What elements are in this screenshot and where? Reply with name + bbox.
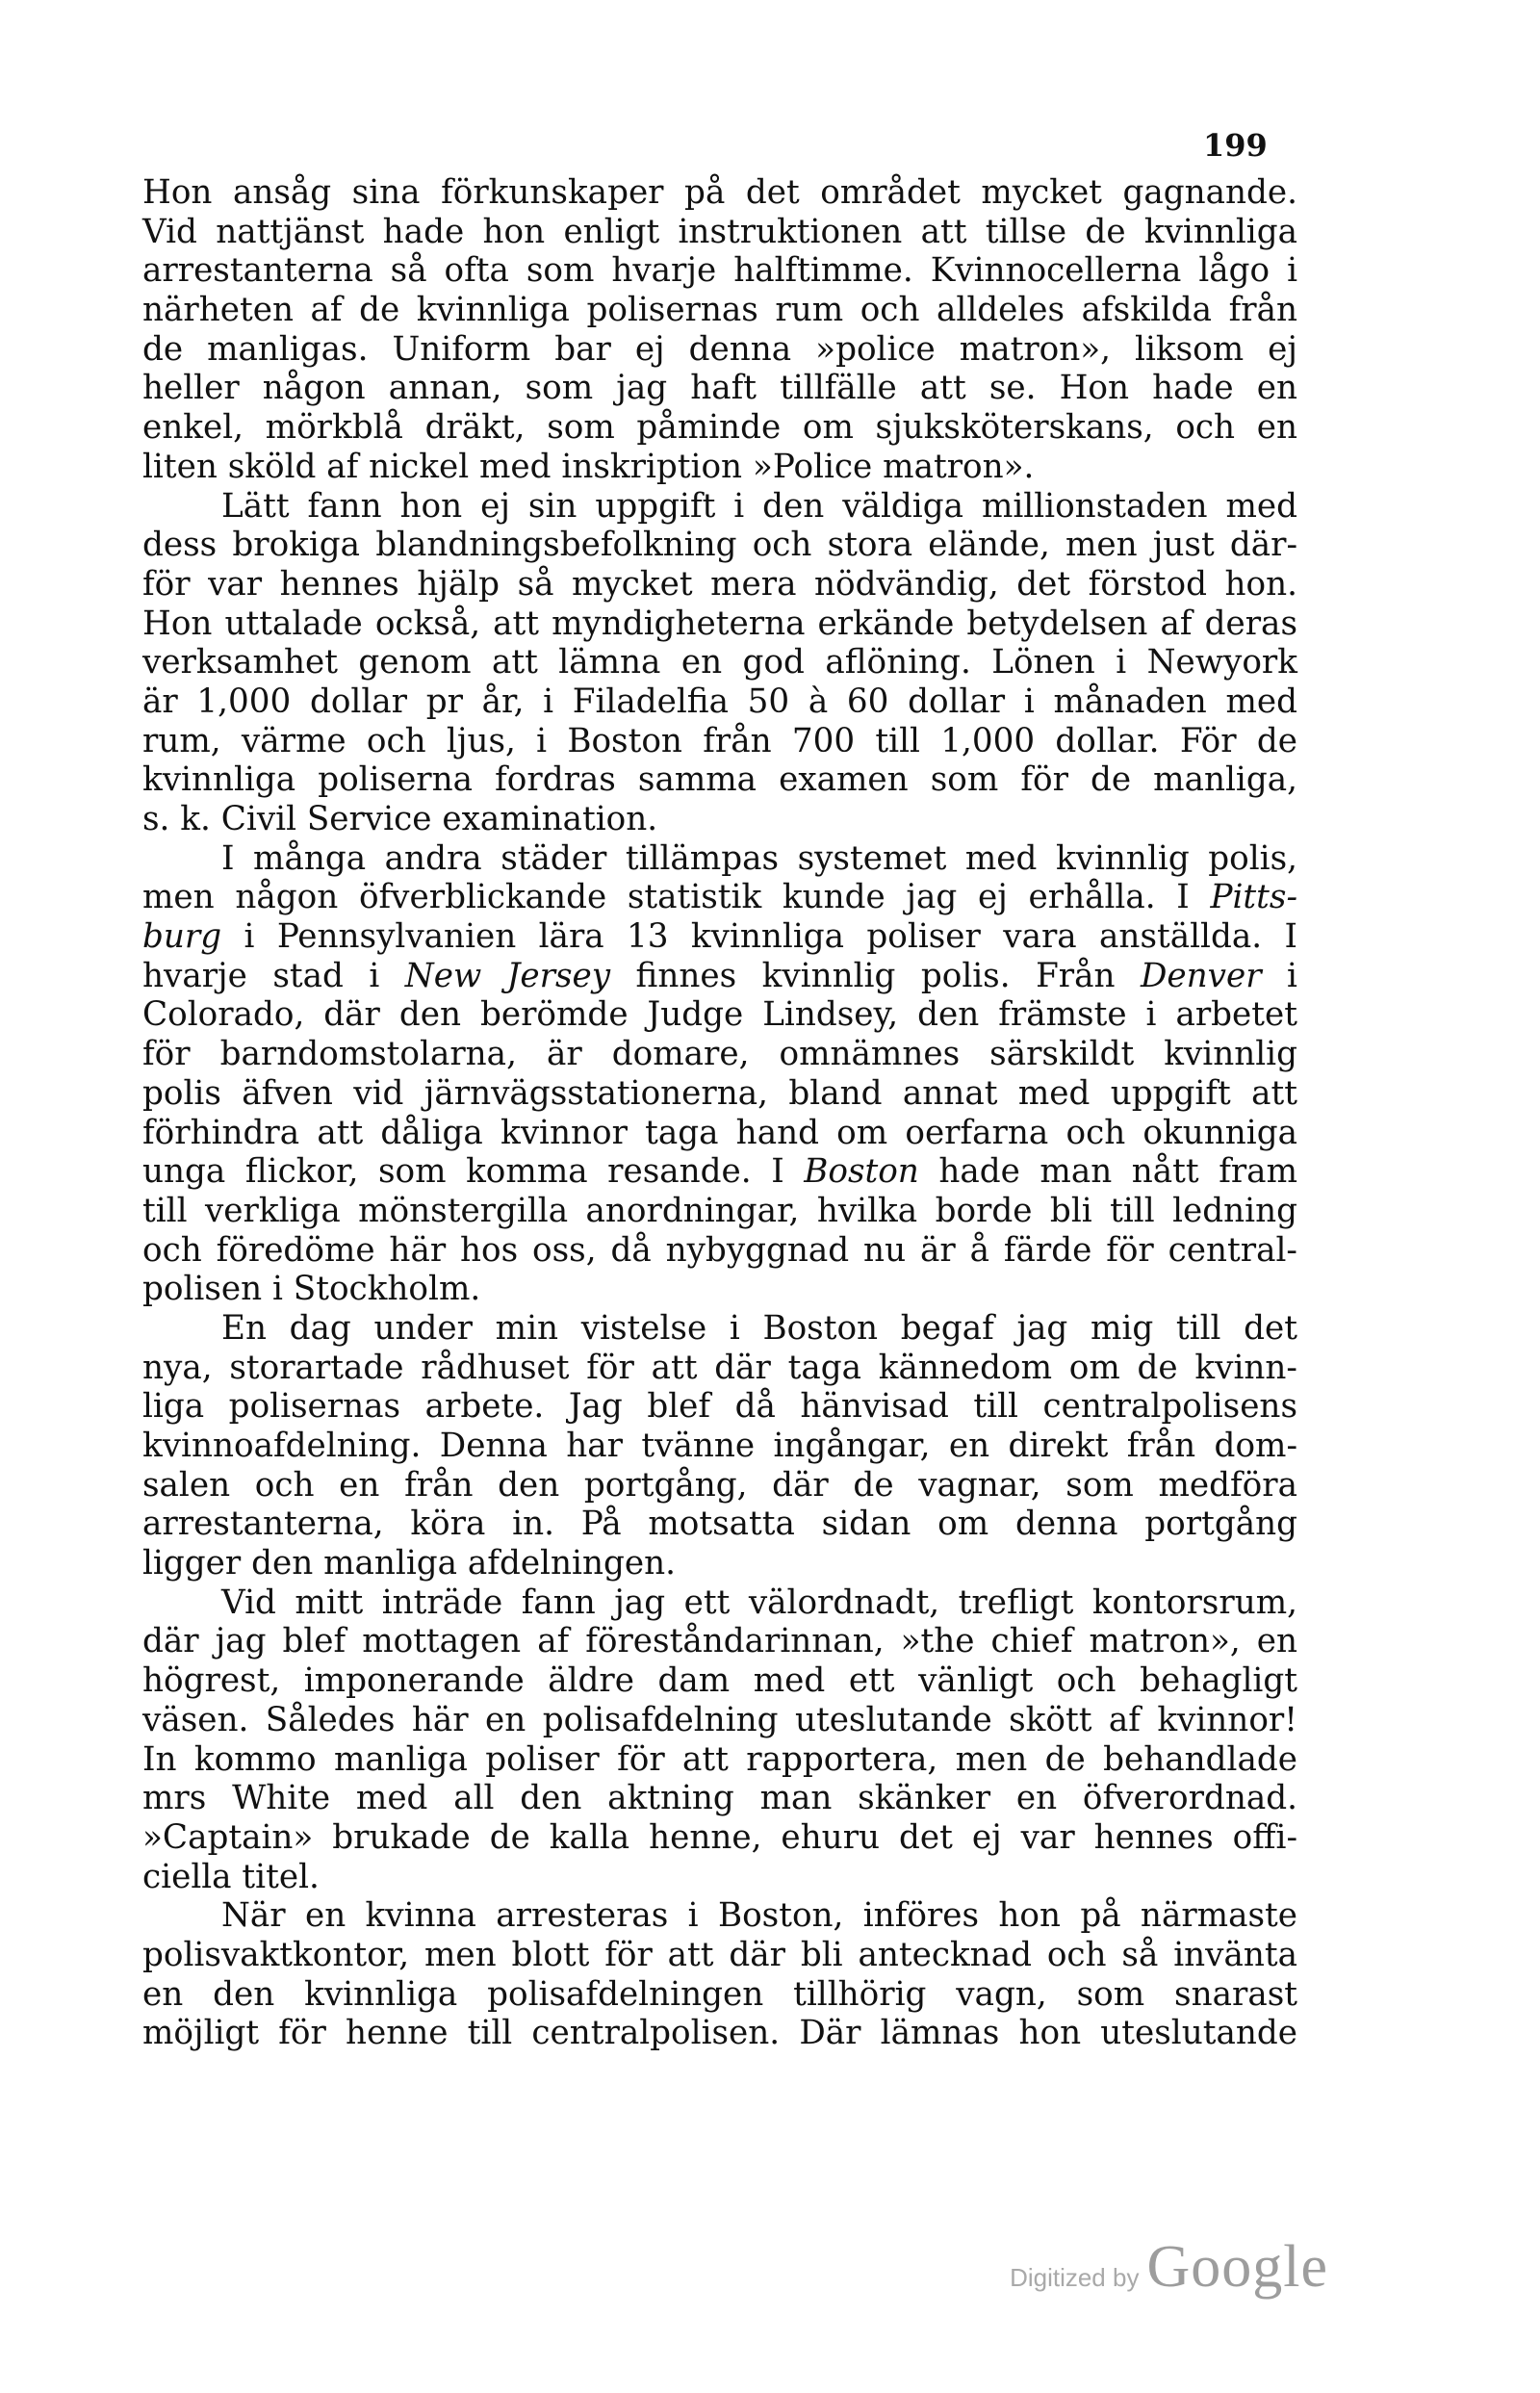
text-line-21: hvarje stad i New Jersey finnes kvinnlig polis. Från Denver i xyxy=(142,956,1297,995)
text-line-40: väsen. Således här en polisafdelning uteslutande skött af kvinnor! xyxy=(142,1700,1297,1739)
text-line-1: Hon ansåg sina förkunskaper på det området mycket gagnande. xyxy=(142,173,1297,212)
text-line-5: de manligas. Uniform bar ej denna »police matron», liksom ej xyxy=(142,329,1297,369)
body-text xyxy=(142,173,1297,2053)
text-line-47: en den kvinnliga polisafdelningen tillhörig vagn, som snarast xyxy=(142,1974,1297,2014)
text-line-18: I många andra städer tillämpas systemet med kvinnlig polis, xyxy=(221,838,1297,878)
text-line-35: arrestanterna, köra in. På motsatta sidan om denna portgång xyxy=(142,1505,1297,1544)
text-line-16: kvinnliga poliserna fordras samma examen som för de manliga, xyxy=(142,760,1297,800)
text-line-14: är 1,000 dollar pr år, i Filadelfia 50 à 60 dollar i månaden med xyxy=(142,682,1297,721)
text-line-20: burg i Pennsylvanien lära 13 kvinnliga poliser vara anställda. I xyxy=(142,917,1297,957)
text-line-13: verksamhet genom att lämna en god aflöning. Lönen i Newyork xyxy=(142,643,1297,682)
google-logo: Google xyxy=(1146,2234,1328,2300)
text-line-2: Vid nattjänst hade hon enligt instruktionen att tillse de kvinnliga xyxy=(142,212,1297,251)
text-line-39: högrest, imponerande äldre dam med ett vänligt och behagligt xyxy=(142,1661,1297,1701)
text-line-8: liten sköld af nickel med inskription »Police matron». xyxy=(142,447,1035,486)
text-line-38: där jag blef mottagen af föreståndarinnan, »the chief matron», en xyxy=(142,1622,1297,1661)
text-line-24: polis äfven vid järnvägsstationerna, bland annat med uppgift att xyxy=(142,1073,1297,1113)
text-line-19: men någon öfverblickande statistik kunde jag ej erhålla. I Pitts- xyxy=(142,878,1297,917)
text-line-32: liga polisernas arbete. Jag blef då hänvisad till centralpolisens xyxy=(142,1387,1297,1427)
text-line-7: enkel, mörkblå dräkt, som påminde om sjuksköterskans, och en xyxy=(142,408,1297,448)
text-line-15: rum, värme och ljus, i Boston från 700 till 1,000 dollar. För de xyxy=(142,721,1297,760)
text-line-48: möjligt för henne till centralpolisen. Där lämnas hon uteslutande xyxy=(142,2014,1297,2053)
text-line-6: heller någon annan, som jag haft tillfälle att se. Hon hade en xyxy=(142,369,1297,408)
text-line-10: dess brokiga blandningsbefolkning och stora elände, men just där- xyxy=(142,526,1297,565)
text-line-44: ciella titel. xyxy=(142,1857,320,1896)
text-line-45: När en kvinna arresteras i Boston, införes hon på närmaste xyxy=(221,1896,1297,1936)
watermark-prefix: Digitized by xyxy=(1010,2263,1140,2292)
text-line-3: arrestanterna så ofta som hvarje halftimme. Kvinnocellerna lågo i xyxy=(142,251,1297,291)
text-line-11: för var hennes hjälp så mycket mera nödvändig, det förstod hon. xyxy=(142,564,1297,604)
text-line-23: för barndomstolarna, är domare, omnämnes särskildt kvinnlig xyxy=(142,1035,1297,1074)
text-line-34: salen och en från den portgång, där de vagnar, som medföra xyxy=(142,1465,1297,1505)
text-line-46: polisvaktkontor, men blott för att där bli antecknad och så invänta xyxy=(142,1935,1297,1974)
text-line-33: kvinnoafdelning. Denna har tvänne ingångar, en direkt från dom- xyxy=(142,1427,1297,1465)
digitized-watermark xyxy=(1010,2233,1328,2302)
text-line-36: ligger den manliga afdelningen. xyxy=(142,1544,676,1583)
text-line-26: unga flickor, som komma resande. I Boston hade man nått fram xyxy=(142,1152,1297,1192)
text-line-17: s. k. Civil Service examination. xyxy=(142,800,658,838)
page-number: 199 xyxy=(1203,127,1268,164)
text-line-29: polisen i Stockholm. xyxy=(142,1270,481,1309)
text-line-37: Vid mitt inträde fann jag ett välordnadt, trefligt kontorsrum, xyxy=(221,1582,1297,1622)
text-line-22: Colorado, där den berömde Judge Lindsey, den främste i arbetet xyxy=(142,995,1297,1035)
text-line-41: In kommo manliga poliser för att rapportera, men de behandlade xyxy=(142,1739,1297,1779)
text-line-12: Hon uttalade också, att myndigheterna erkände betydelsen af deras xyxy=(142,604,1297,643)
text-line-31: nya, storartade rådhuset för att där taga kännedom om de kvinn- xyxy=(142,1348,1297,1387)
text-line-9: Lätt fann hon ej sin uppgift i den väldiga millionstaden med xyxy=(221,486,1297,526)
text-line-4: närheten af de kvinnliga polisernas rum och alldeles afskilda från xyxy=(142,291,1297,330)
text-line-30: En dag under min vistelse i Boston begaf jag mig till det xyxy=(221,1308,1297,1348)
text-line-43: »Captain» brukade de kalla henne, ehuru det ej var hennes offi- xyxy=(142,1817,1297,1857)
text-line-27: till verkliga mönstergilla anordningar, hvilka borde bli till ledning xyxy=(142,1191,1297,1230)
text-line-42: mrs White med all den aktning man skänker en öfverordnad. xyxy=(142,1779,1297,1818)
text-line-28: och föredöme här hos oss, då nybyggnad nu är å färde för central- xyxy=(142,1230,1297,1270)
text-line-25: förhindra att dåliga kvinnor taga hand om oerfarna och okunniga xyxy=(142,1113,1297,1152)
